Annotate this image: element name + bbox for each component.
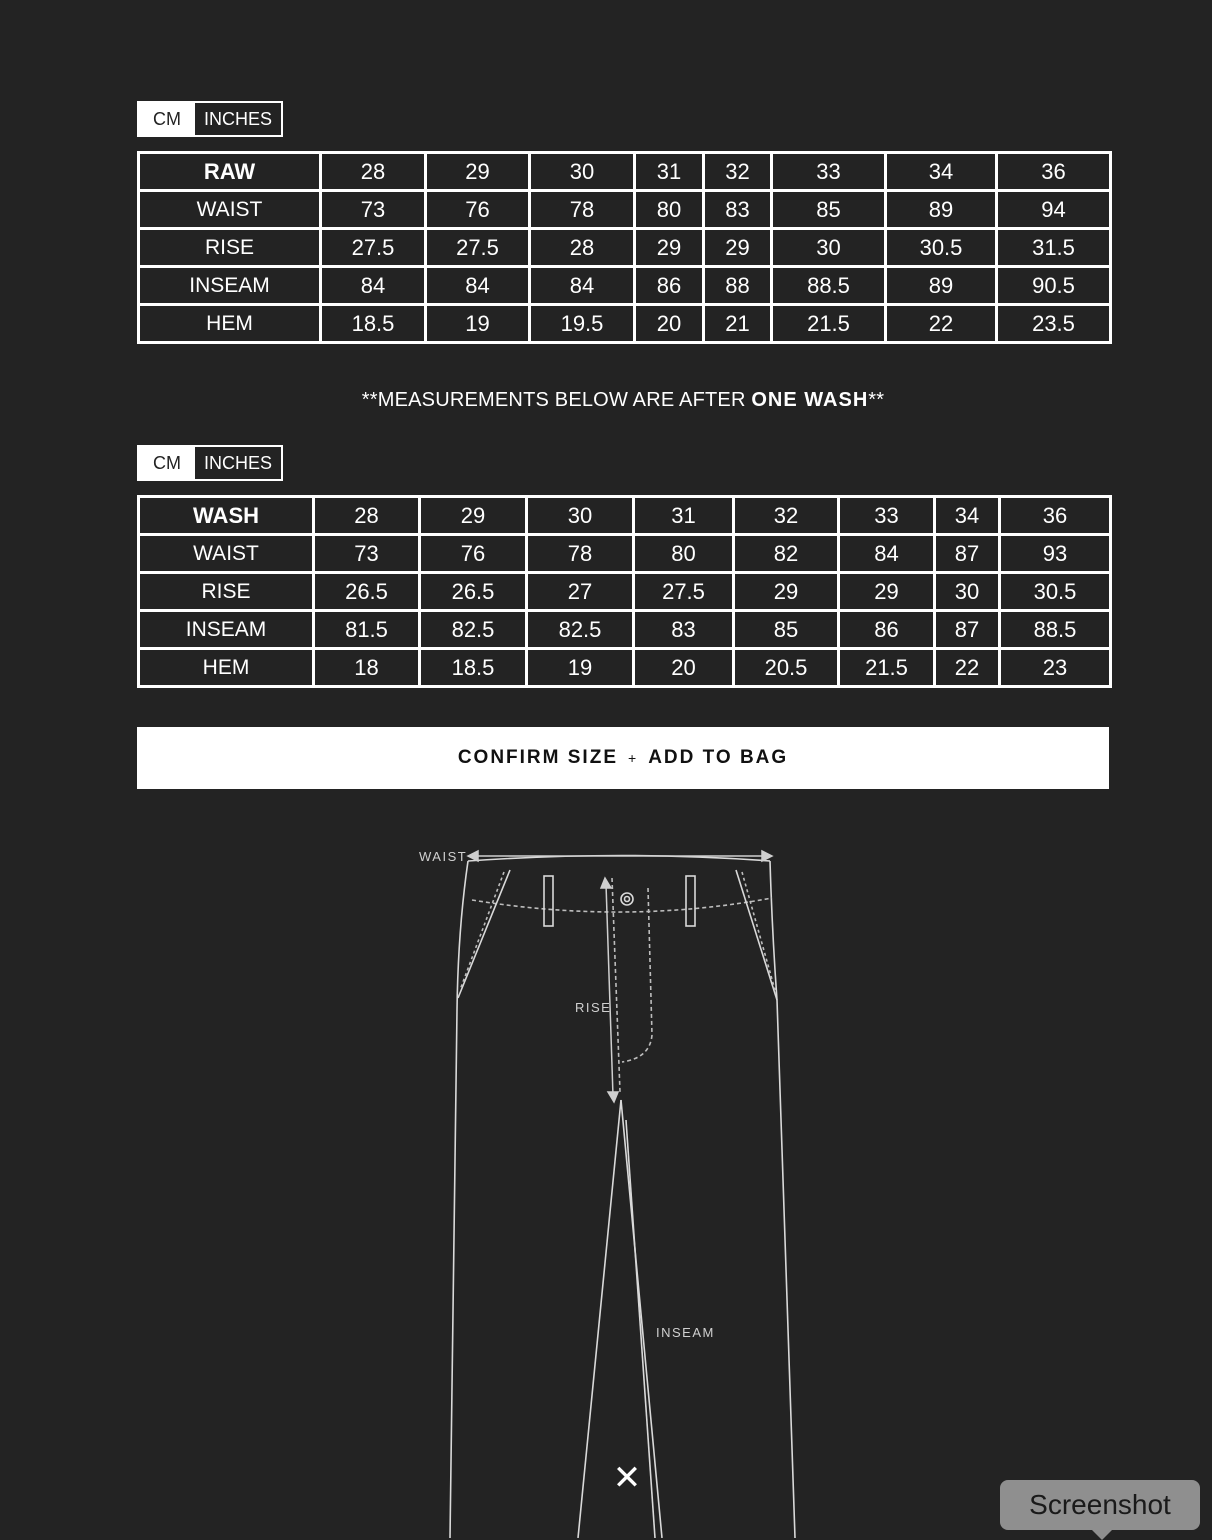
wash-value-cell: 27.5 <box>634 573 734 611</box>
cta-left-label: CONFIRM SIZE <box>457 747 618 768</box>
raw-value-cell: 94 <box>997 191 1111 229</box>
raw-value-cell: 18.5 <box>321 305 426 343</box>
raw-row-label: HEM <box>139 305 321 343</box>
wash-row-label: RISE <box>139 573 314 611</box>
raw-value-cell: 80 <box>635 191 704 229</box>
raw-value-cell: 88.5 <box>772 267 886 305</box>
wash-value-cell: 30.5 <box>1000 573 1111 611</box>
wash-row-label: INSEAM <box>139 611 314 649</box>
raw-inseam-row <box>139 267 1111 305</box>
wash-unit-cm-option[interactable]: CM <box>139 447 195 479</box>
wash-notice-suffix: ** <box>868 389 885 411</box>
raw-size-cell: 32 <box>704 153 772 191</box>
raw-value-cell: 28 <box>530 229 635 267</box>
raw-size-cell: 29 <box>426 153 530 191</box>
wash-value-cell: 81.5 <box>314 611 420 649</box>
raw-value-cell: 27.5 <box>426 229 530 267</box>
rise-label: RISE <box>575 1000 612 1015</box>
wash-value-cell: 82.5 <box>527 611 634 649</box>
waist-arrow <box>468 851 772 861</box>
raw-value-cell: 86 <box>635 267 704 305</box>
wash-value-cell: 88.5 <box>1000 611 1111 649</box>
wash-value-cell: 18 <box>314 649 420 687</box>
wash-row-label: HEM <box>139 649 314 687</box>
wash-header-label: WASH <box>139 497 314 535</box>
raw-value-cell: 89 <box>886 191 997 229</box>
wash-unit-inches-option[interactable]: INCHES <box>203 452 272 473</box>
raw-value-cell: 73 <box>321 191 426 229</box>
cta-plus-label: + <box>628 750 639 766</box>
raw-rise-row <box>139 229 1111 267</box>
raw-value-cell: 22 <box>886 305 997 343</box>
raw-value-cell: 19.5 <box>530 305 635 343</box>
wash-value-cell: 30 <box>935 573 1000 611</box>
wash-notice-emphasis: ONE WASH <box>751 389 869 411</box>
waist-label: WAIST <box>419 849 468 864</box>
raw-value-cell: 85 <box>772 191 886 229</box>
wash-inseam-row <box>139 611 1111 649</box>
wash-value-cell: 18.5 <box>420 649 527 687</box>
wash-value-cell: 21.5 <box>839 649 935 687</box>
raw-value-cell: 83 <box>704 191 772 229</box>
raw-size-cell: 28 <box>321 153 426 191</box>
raw-size-table <box>137 151 1112 344</box>
confirm-size-add-to-bag-button[interactable] <box>137 727 1109 789</box>
raw-value-cell: 19 <box>426 305 530 343</box>
cta-right-label: ADD TO BAG <box>648 747 789 768</box>
raw-size-cell: 31 <box>635 153 704 191</box>
wash-unit-toggle <box>137 445 283 481</box>
wash-size-table <box>137 495 1112 688</box>
raw-value-cell: 21.5 <box>772 305 886 343</box>
raw-value-cell: 90.5 <box>997 267 1111 305</box>
wash-value-cell: 76 <box>420 535 527 573</box>
raw-value-cell: 88 <box>704 267 772 305</box>
wash-value-cell: 20 <box>634 649 734 687</box>
raw-value-cell: 27.5 <box>321 229 426 267</box>
wash-rise-row <box>139 573 1111 611</box>
raw-value-cell: 78 <box>530 191 635 229</box>
raw-value-cell: 89 <box>886 267 997 305</box>
wash-value-cell: 93 <box>1000 535 1111 573</box>
raw-value-cell: 30.5 <box>886 229 997 267</box>
close-icon[interactable]: ✕ <box>612 1458 642 1498</box>
screenshot-tooltip: Screenshot <box>1000 1480 1200 1530</box>
raw-unit-inches-option[interactable]: INCHES <box>203 108 272 129</box>
raw-header-label: RAW <box>139 153 321 191</box>
wash-value-cell: 29 <box>734 573 839 611</box>
raw-unit-toggle <box>137 101 283 137</box>
wash-notice <box>137 389 1109 412</box>
wash-size-cell: 32 <box>734 497 839 535</box>
raw-value-cell: 84 <box>321 267 426 305</box>
pants-outline <box>450 856 795 1539</box>
pants-measurement-diagram <box>400 830 820 1538</box>
wash-size-cell: 36 <box>1000 497 1111 535</box>
raw-row-label: RISE <box>139 229 321 267</box>
wash-value-cell: 82 <box>734 535 839 573</box>
raw-value-cell: 20 <box>635 305 704 343</box>
wash-row-label: WAIST <box>139 535 314 573</box>
wash-waist-row <box>139 535 1111 573</box>
wash-value-cell: 85 <box>734 611 839 649</box>
wash-hem-row <box>139 649 1111 687</box>
wash-value-cell: 20.5 <box>734 649 839 687</box>
wash-value-cell: 87 <box>935 535 1000 573</box>
raw-row-label: WAIST <box>139 191 321 229</box>
wash-value-cell: 26.5 <box>420 573 527 611</box>
wash-value-cell: 87 <box>935 611 1000 649</box>
wash-value-cell: 27 <box>527 573 634 611</box>
wash-value-cell: 23 <box>1000 649 1111 687</box>
raw-size-cell: 30 <box>530 153 635 191</box>
inseam-label: INSEAM <box>656 1325 715 1340</box>
raw-size-cell: 33 <box>772 153 886 191</box>
raw-value-cell: 30 <box>772 229 886 267</box>
wash-value-cell: 78 <box>527 535 634 573</box>
raw-value-cell: 31.5 <box>997 229 1111 267</box>
wash-value-cell: 84 <box>839 535 935 573</box>
raw-value-cell: 23.5 <box>997 305 1111 343</box>
wash-size-cell: 30 <box>527 497 634 535</box>
raw-size-cell: 36 <box>997 153 1111 191</box>
wash-value-cell: 26.5 <box>314 573 420 611</box>
wash-value-cell: 83 <box>634 611 734 649</box>
raw-value-cell: 76 <box>426 191 530 229</box>
wash-notice-prefix: **MEASUREMENTS BELOW ARE AFTER <box>361 389 752 411</box>
wash-value-cell: 29 <box>839 573 935 611</box>
raw-unit-cm-option[interactable]: CM <box>139 103 195 135</box>
wash-value-cell: 80 <box>634 535 734 573</box>
wash-size-cell: 33 <box>839 497 935 535</box>
raw-value-cell: 29 <box>635 229 704 267</box>
wash-value-cell: 73 <box>314 535 420 573</box>
wash-header-row <box>139 497 1111 535</box>
wash-value-cell: 86 <box>839 611 935 649</box>
wash-value-cell: 82.5 <box>420 611 527 649</box>
raw-value-cell: 84 <box>426 267 530 305</box>
wash-value-cell: 22 <box>935 649 1000 687</box>
wash-size-cell: 28 <box>314 497 420 535</box>
raw-value-cell: 21 <box>704 305 772 343</box>
wash-size-cell: 29 <box>420 497 527 535</box>
wash-value-cell: 19 <box>527 649 634 687</box>
raw-header-row <box>139 153 1111 191</box>
raw-waist-row <box>139 191 1111 229</box>
raw-row-label: INSEAM <box>139 267 321 305</box>
raw-value-cell: 84 <box>530 267 635 305</box>
wash-size-cell: 34 <box>935 497 1000 535</box>
wash-size-cell: 31 <box>634 497 734 535</box>
raw-size-cell: 34 <box>886 153 997 191</box>
raw-value-cell: 29 <box>704 229 772 267</box>
raw-hem-row <box>139 305 1111 343</box>
